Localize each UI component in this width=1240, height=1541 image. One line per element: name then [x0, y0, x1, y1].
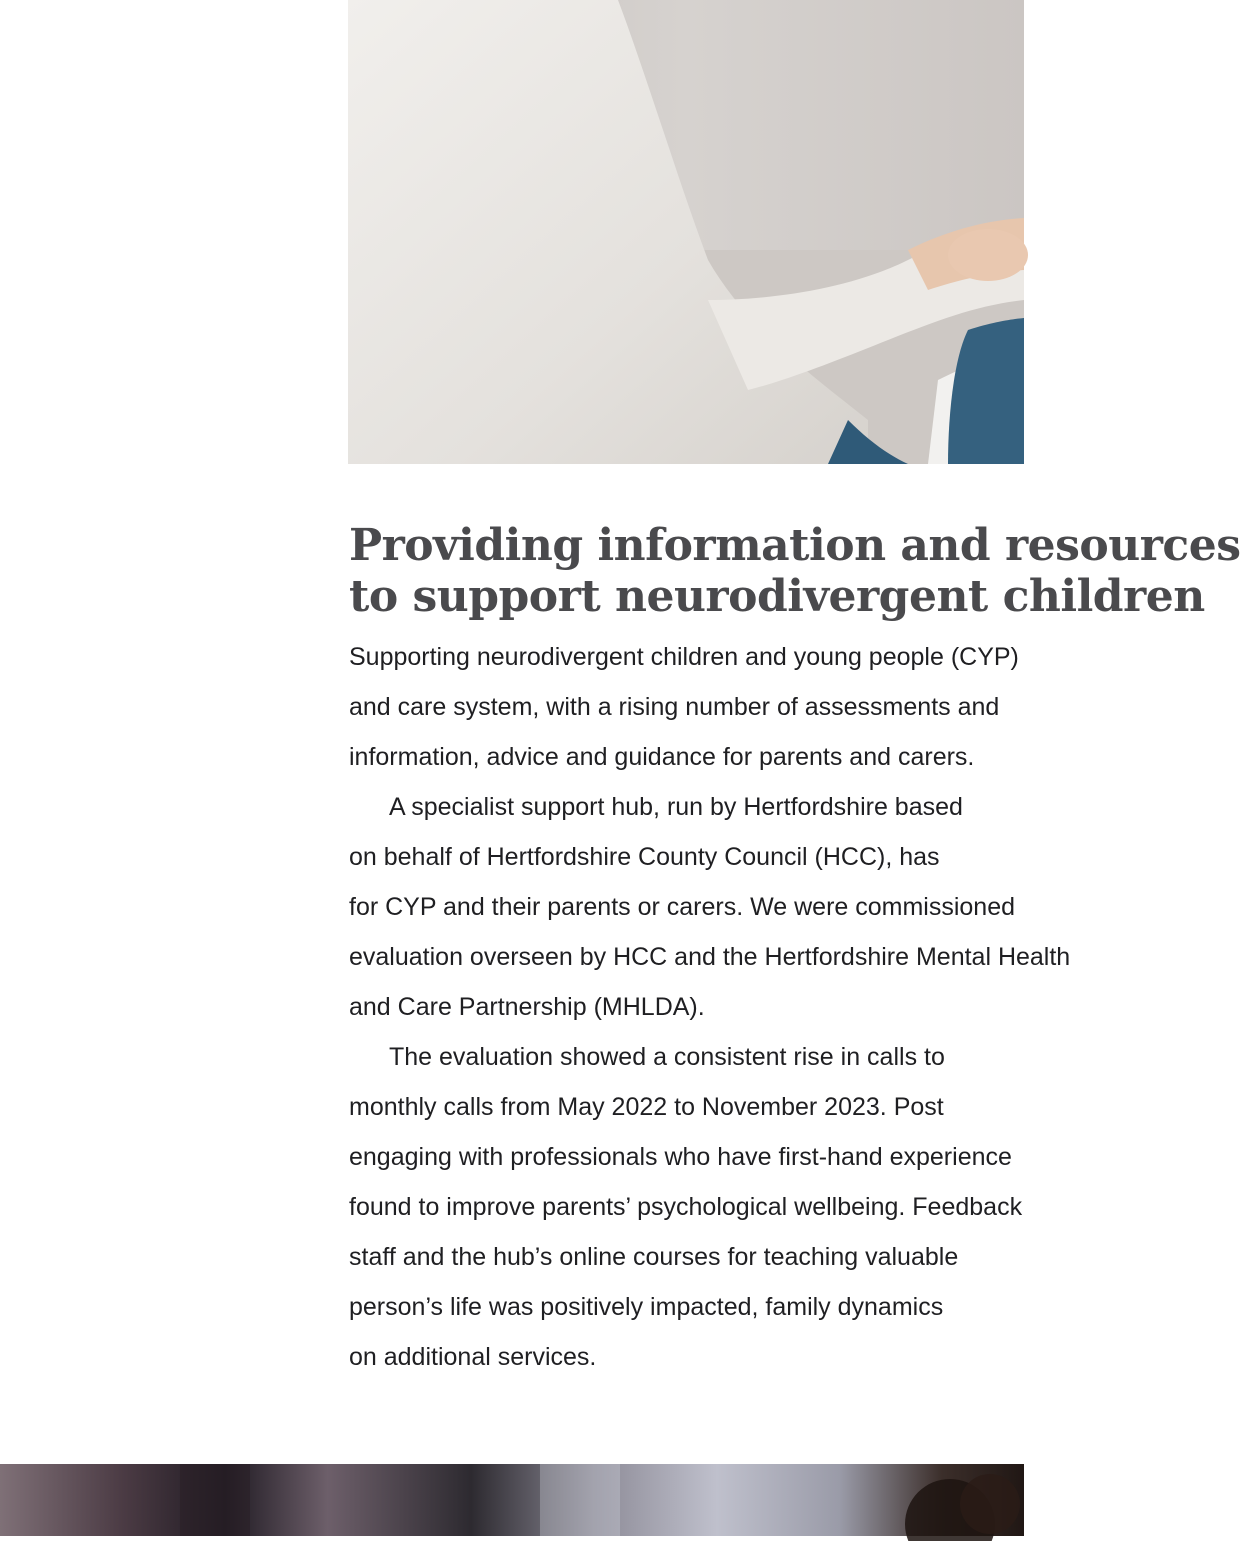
headline-line-2: to support neurodivergent children — [349, 571, 1205, 622]
paragraph-line: found to improve parents’ psychological wellbeing. Feedback — [349, 1193, 1023, 1221]
paragraph-2 — [349, 782, 1071, 1032]
paragraph-line: staff and the hub’s online courses for teaching valuable — [349, 1243, 959, 1271]
footer-photo-illustration — [0, 1464, 1024, 1536]
article — [349, 520, 1240, 1382]
paragraph-line: A specialist support hub, run by Hertfordshire based — [389, 793, 963, 821]
paragraph-line: Supporting neurodivergent children and young people (CYP) — [349, 643, 1019, 671]
paragraph-line: The evaluation showed a consistent rise in calls to — [389, 1043, 945, 1071]
paragraph-line: monthly calls from May 2022 to November 2023. Post — [349, 1093, 944, 1121]
article-headline — [349, 520, 1240, 622]
paragraph-3 — [349, 1032, 1024, 1382]
paragraph-line: and care system, with a rising number of assessments and — [349, 693, 1000, 721]
footer-photo — [0, 1464, 1024, 1536]
hero-photo-illustration — [348, 0, 1024, 464]
hero-photo — [348, 0, 1024, 464]
paragraph-line: and Care Partnership (MHLDA). — [349, 993, 705, 1021]
paragraph-line: for CYP and their parents or carers. We were commissioned — [349, 893, 1016, 921]
paragraph-line: on additional services. — [349, 1343, 597, 1371]
paragraph-line: on behalf of Hertfordshire County Council (HCC), has — [349, 843, 940, 871]
paragraph-line: evaluation overseen by HCC and the Hertfordshire Mental Health — [349, 943, 1071, 971]
paragraph-line: person’s life was positively impacted, family dynamics — [349, 1293, 944, 1321]
paragraph-line: engaging with professionals who have first-hand experience — [349, 1143, 1012, 1171]
article-body — [349, 632, 1071, 1382]
paragraph-1 — [349, 632, 1024, 782]
headline-line-1: Providing information and resources — [349, 520, 1240, 571]
paragraph-line: information, advice and guidance for parents and carers. — [349, 743, 975, 771]
